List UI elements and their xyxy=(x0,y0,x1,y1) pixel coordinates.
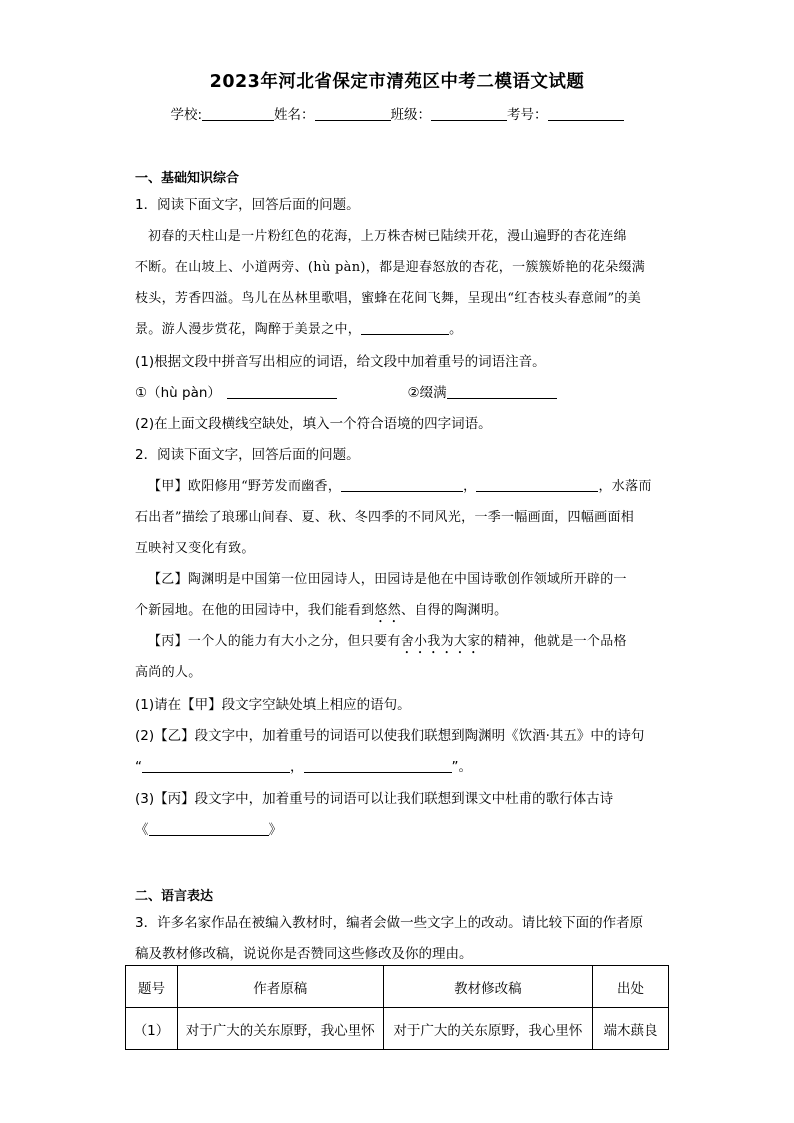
q2-stem: 2．阅读下面文字，回答后面的问题。 xyxy=(135,447,360,463)
q2-bing-post: 的精神，他就是一个品格 xyxy=(480,634,627,649)
q2-bing-pre: 【丙】一个人的能力有大小之分，但只要有 xyxy=(148,634,401,649)
q2-sub3: (3)【丙】段文字中，加着重号的词语可以让我们联想到课文中杜甫的歌行体古诗 xyxy=(135,791,614,807)
q2-yi-dotted-word: 悠然 xyxy=(374,603,402,618)
table-header-cell: 作者原稿 xyxy=(177,966,383,1008)
table-header-row xyxy=(126,966,669,1008)
student-info-row xyxy=(0,103,794,123)
name-field[interactable] xyxy=(315,106,391,121)
q1-stem: 1．阅读下面文字，回答后面的问题。 xyxy=(135,197,360,213)
q2-sub2-blank2[interactable] xyxy=(304,758,452,773)
q2-sub2-comma: ， xyxy=(290,759,304,775)
table-cell: （1） xyxy=(126,1008,178,1050)
q2-jia-blank1[interactable] xyxy=(341,477,463,492)
table-cell: 对于广大的关东原野，我心里怀 xyxy=(383,1008,593,1050)
q2-bing-line2: 高尚的人。 xyxy=(135,665,202,680)
q2-sub2: (2)【乙】段文字中，加着重号的词语可以使我们联想到陶渊明《饮酒·其五》中的诗句 xyxy=(135,728,645,744)
q2-yi-line1: 【乙】陶渊明是中国第一位田园诗人，田园诗是他在中国诗歌创作领域所开辟的一 xyxy=(148,572,627,587)
section-heading-1: 一、基础知识综合 xyxy=(135,171,240,186)
q2-sub3-close-bracket: 》 xyxy=(268,822,282,838)
number-field[interactable] xyxy=(548,106,624,121)
q2-sub3-answer xyxy=(135,818,282,838)
q1-passage-line: 枝头，芳香四溢。鸟儿在丛林里歌唱，蜜蜂在花间飞舞，呈现出“红杏枝头春意闹”的美 xyxy=(135,291,641,306)
q1-answer2-label: ②缀满 xyxy=(407,385,447,401)
class-field[interactable] xyxy=(431,106,507,121)
q2-jia-lead: 【甲】欧阳修用“野芳发而幽香， xyxy=(148,479,342,494)
q1-answer1-label: ①（hù pàn） xyxy=(135,385,221,401)
school-field[interactable] xyxy=(202,106,274,121)
table-cell: 对于广大的关东原野，我心里怀 xyxy=(177,1008,383,1050)
q2-yi-pre: 个新园地。在他的田园诗中，我们能看到 xyxy=(135,603,375,618)
q2-sub3-blank[interactable] xyxy=(149,821,269,836)
q2-sub2-close-quote: ”。 xyxy=(451,759,472,775)
class-label: 班级： xyxy=(390,107,432,123)
q3-line1: 3．许多名家作品在被编入教材时，编者会做一些文字上的改动。请比较下面的作者原 xyxy=(135,915,644,931)
q2-sub3-open-bracket: 《 xyxy=(135,822,149,838)
page-title: 2023年河北省保定市清苑区中考二模语文试题 xyxy=(209,72,585,92)
q2-jia-line2: 石出者”描绘了琅琊山间春、夏、秋、冬四季的不同风光，一季一幅画面，四幅画面相 xyxy=(135,510,635,525)
q3-line2: 稿及教材修改稿，说说你是否赞同这些修改及你的理由。 xyxy=(135,946,473,962)
q1-sub2: (2)在上面文段横线空缺处，填入一个符合语境的四字词语。 xyxy=(135,416,492,432)
number-label: 考号： xyxy=(507,107,548,123)
q2-yi-line2 xyxy=(135,599,507,626)
table-header-cell: 题号 xyxy=(126,966,178,1008)
q1-idiom-blank[interactable] xyxy=(361,320,449,335)
comparison-table xyxy=(125,965,669,1050)
table-cell: 端木蕻良 xyxy=(593,1008,669,1050)
q1-sub1: (1)根据文段中拼音写出相应的词语，给文段中加着重号的词语注音。 xyxy=(135,354,546,370)
q1-passage-line: 不断。在山坡上、小道两旁、(hù pàn)，都是迎春怒放的杏花，一簇簇娇艳的花朵缀满 xyxy=(135,260,646,275)
q2-sub2-open-quote: “ xyxy=(135,759,142,775)
q1-answer1-blank[interactable] xyxy=(227,384,337,399)
q1-passage-line: 初春的天柱山是一片粉红色的花海，上万株杏树已陆续开花，漫山遍野的杏花连绵 xyxy=(148,229,627,244)
q2-jia-blank2[interactable] xyxy=(476,477,598,492)
q2-bing-dotted-word: 舍小我为大家 xyxy=(400,634,481,649)
q1-passage-line: 景。游人漫步赏花，陶醉于美景之中， 。 xyxy=(135,322,463,337)
q2-jia-line1: 【甲】欧阳修用“野芳发而幽香， ， ，水落而 xyxy=(148,479,652,494)
name-label: 姓名： xyxy=(274,107,315,123)
q2-sub2-answer xyxy=(135,755,472,775)
table-row xyxy=(126,1008,669,1050)
q1-passage-text: 景。游人漫步赏花，陶醉于美景之中， xyxy=(135,322,362,337)
q1-answer2-blank[interactable] xyxy=(447,384,557,399)
q1-answer-row xyxy=(135,381,557,401)
q2-sub1: (1)请在【甲】段文字空缺处填上相应的语句。 xyxy=(135,697,411,713)
q2-jia-tail: ，水落而 xyxy=(598,479,652,494)
section-heading-2: 二、语言表达 xyxy=(135,889,214,904)
q2-jia-line3: 互映衬又变化有致。 xyxy=(135,541,255,556)
school-label: 学校: xyxy=(170,107,203,123)
q2-yi-post: 、自得的陶渊明。 xyxy=(401,603,508,618)
table-header-cell: 出处 xyxy=(593,966,669,1008)
table-header-cell: 教材修改稿 xyxy=(383,966,593,1008)
q2-sub2-blank1[interactable] xyxy=(142,758,290,773)
q2-bing-line1 xyxy=(148,630,627,657)
